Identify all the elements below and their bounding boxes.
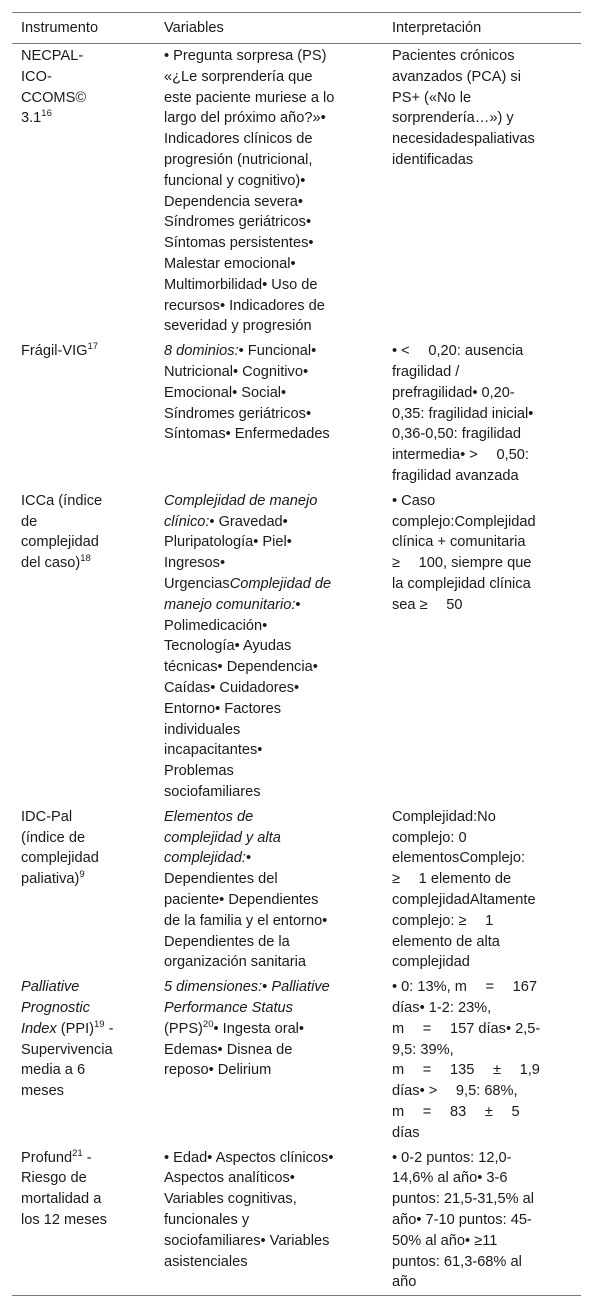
table-row	[12, 489, 581, 805]
cell-variables	[164, 46, 369, 337]
text-line: Variables cognitivas,	[164, 1191, 297, 1208]
text-line: Dependencia severa•	[164, 193, 303, 210]
text-line: Dependientes del	[164, 871, 278, 888]
text-line	[164, 807, 369, 828]
text-line: organización sanitaria	[164, 954, 306, 971]
text-line: necesidadespaliativas	[392, 131, 535, 148]
text-line: 9,5: 39%,	[392, 1041, 454, 1058]
text-line: largo del próximo año?»•	[164, 110, 326, 127]
text-line: CCOMS©	[21, 89, 87, 106]
text-line: paciente• Dependientes	[164, 891, 319, 908]
reference-superscript: 21	[72, 1147, 83, 1159]
text-line: complejo: ≥ 1	[392, 912, 494, 929]
text-line	[21, 977, 146, 998]
text-line: de	[21, 513, 38, 530]
italic-text: Elementos de	[164, 808, 254, 825]
table-body	[12, 44, 581, 1295]
text-line	[164, 491, 369, 512]
text-line: Dependientes de la	[164, 933, 290, 950]
text-line	[164, 998, 369, 1019]
text-line: año	[392, 1274, 417, 1291]
text-line: clínico:• Gravedad•	[164, 513, 288, 530]
text-line: complejidad:•	[164, 850, 252, 867]
text-line: clínica + comunitaria	[392, 534, 526, 551]
italic-text: Index	[21, 1020, 57, 1037]
text-line: Aspectos analíticos•	[164, 1170, 295, 1187]
text-line: m = 83 ± 5	[392, 1103, 520, 1120]
text-line: ICCa (índice	[21, 492, 103, 509]
reference-superscript: 9	[79, 869, 85, 881]
text-line: Pluripatología• Piel•	[164, 534, 292, 551]
text-line: elementosComplejo:	[392, 850, 526, 867]
table-header	[12, 13, 581, 44]
text-line: días	[392, 1124, 420, 1141]
text-line: $3.1^{16}$	[21, 108, 52, 127]
cell-instrumento	[21, 807, 146, 890]
text-line: ≥ 1 elemento de	[392, 871, 512, 888]
text-line: NECPAL-	[21, 48, 84, 64]
text-line: 0,35: fragilidad inicial•	[392, 405, 534, 422]
text-line: • 0: 13%, m = 167	[392, 979, 538, 996]
text-line: 50% al año• ≥11	[392, 1232, 498, 1249]
text-line: UrgenciasComplejidad de	[164, 575, 332, 592]
text-line: avanzados (PCA) si	[392, 68, 521, 85]
text-line: la complejidad clínica	[392, 575, 531, 592]
text-line: mortalidad a	[21, 1191, 102, 1208]
text-line: fragilidad /	[392, 363, 460, 380]
text-line: los 12 meses	[21, 1211, 107, 1228]
text-line: ICO-	[21, 68, 52, 85]
header-variables: Variables	[164, 20, 224, 36]
text-line: • Edad• Aspectos clínicos•	[164, 1149, 334, 1166]
italic-text: Complejidad de manejo	[164, 492, 318, 509]
italic-text: Palliative	[21, 979, 80, 996]
text-line: este paciente muriese a lo	[164, 89, 335, 106]
text-line: • < 0,20: ausencia	[392, 343, 524, 360]
reference-superscript: 20	[202, 1018, 214, 1030]
text-line: complejidad	[21, 850, 99, 867]
text-line: Indicadores clínicos de	[164, 131, 313, 148]
reference-superscript: 18	[80, 553, 91, 565]
text-line: severidad y progresión	[164, 318, 312, 335]
text-line: elemento de alta	[392, 933, 500, 950]
italic-text: 8 dominios:	[164, 343, 239, 360]
text-line: Tecnología• Ayudas	[164, 638, 292, 655]
text-line: Edemas• Disnea de	[164, 1041, 293, 1058]
text-line: Síntomas• Enfermedades	[164, 426, 330, 443]
cell-instrumento	[21, 977, 146, 1102]
text-line: incapacitantes•	[164, 742, 263, 759]
text-line: identificadas	[392, 151, 474, 168]
italic-text: Performance Status	[164, 999, 293, 1016]
text-line: Polimedicación•	[164, 617, 268, 634]
cell-instrumento	[21, 491, 146, 574]
table-row	[12, 44, 581, 339]
text-line: sociofamiliares	[164, 783, 261, 800]
text-line: complejo: 0	[392, 829, 467, 846]
italic-text: Complejidad de	[229, 575, 332, 592]
text-line: asistenciales	[164, 1253, 248, 1270]
text-line: Ingresos•	[164, 555, 226, 572]
text-line: días• 1-2: 23%,	[392, 999, 492, 1016]
text-line: paliativa)$^9$	[21, 869, 85, 888]
text-line: 14,6% al año• 3-6	[392, 1170, 508, 1187]
cell-variables	[164, 491, 369, 803]
cell-interpretacion	[392, 46, 572, 171]
text-line: técnicas• Dependencia•	[164, 659, 318, 676]
text-line: reposo• Delirium	[164, 1062, 272, 1079]
text-line: • Caso	[392, 492, 436, 509]
text-line: complejidad	[392, 954, 470, 971]
text-line: Complejidad:No	[392, 808, 496, 825]
cell-instrumento	[21, 341, 146, 362]
cell-interpretacion	[392, 491, 572, 616]
cell-variables	[164, 807, 369, 973]
cell-variables	[164, 1148, 369, 1273]
text-line: m = 157 días• 2,5-	[392, 1020, 541, 1037]
text-line: Riesgo de	[21, 1170, 87, 1187]
instruments-table	[12, 12, 581, 1296]
text-line: año• 7-10 puntos: 45-	[392, 1211, 532, 1228]
text-line: 5 dimensiones:• Palliative	[164, 979, 330, 996]
text-line: complejidadAltamente	[392, 891, 536, 908]
cell-variables	[164, 341, 369, 445]
text-line: prefragilidad• 0,20-	[392, 384, 515, 401]
text-line: puntos: 61,3-68% al	[392, 1253, 522, 1270]
reference-superscript: 19	[94, 1018, 105, 1030]
cell-instrumento	[21, 1148, 146, 1231]
italic-text: complejidad:	[164, 850, 246, 867]
cell-interpretacion	[392, 341, 572, 487]
text-line	[21, 998, 146, 1019]
cell-interpretacion	[392, 807, 572, 973]
text-line: Emocional• Social•	[164, 384, 287, 401]
text-line: Entorno• Factores	[164, 700, 282, 717]
text-line: Síndromes geriátricos•	[164, 405, 312, 422]
text-line: progresión (nutricional,	[164, 151, 313, 168]
text-line: meses	[21, 1083, 64, 1100]
italic-text: Palliative	[271, 979, 330, 996]
text-line: del caso)$^{18}$	[21, 553, 91, 572]
text-line: Pacientes crónicos	[392, 48, 515, 64]
text-line: individuales	[164, 721, 241, 738]
text-line: • Pregunta sorpresa (PS)	[164, 48, 327, 64]
cell-interpretacion	[392, 1148, 572, 1294]
text-line: funcionales y	[164, 1211, 250, 1228]
text-line: intermedia• > 0,50:	[392, 447, 529, 464]
text-line: recursos• Indicadores de	[164, 297, 325, 314]
text-line: 0,36-0,50: fragilidad	[392, 426, 521, 443]
text-line: (PPS)$^{20}$• Ingesta oral•	[164, 1018, 305, 1037]
table-row	[12, 1146, 581, 1296]
table-row	[12, 805, 581, 975]
text-line: Supervivencia	[21, 1041, 113, 1058]
text-line: Nutricional• Cognitivo•	[164, 363, 309, 380]
text-line: Malestar emocional•	[164, 255, 296, 272]
header-instrumento: Instrumento	[21, 20, 99, 36]
text-line: Profund$^{21}$ -	[21, 1147, 92, 1166]
text-line: Problemas	[164, 763, 234, 780]
reference-superscript: 16	[41, 108, 52, 120]
text-line: media a 6	[21, 1062, 86, 1079]
text-line: sorprendería…») y	[392, 110, 514, 127]
text-line: «¿Le sorprendería que	[164, 68, 313, 85]
text-line: PS+ («No le	[392, 89, 472, 106]
italic-text: manejo comunitario:	[164, 596, 296, 613]
text-line: Síndromes geriátricos•	[164, 214, 312, 231]
header-interpretacion: Interpretación	[392, 20, 482, 36]
text-line: Caídas• Cuidadores•	[164, 679, 300, 696]
text-line: sea ≥ 50	[392, 596, 463, 613]
reference-superscript: 17	[87, 341, 99, 353]
text-line: IDC-Pal	[21, 808, 73, 825]
text-line: Multimorbilidad• Uso de	[164, 276, 318, 293]
table-row	[12, 339, 581, 489]
text-line: • 0-2 puntos: 12,0-	[392, 1149, 512, 1166]
cell-variables	[164, 977, 369, 1081]
text-line	[164, 828, 369, 849]
italic-text: Prognostic	[21, 999, 90, 1016]
text-line: (índice de	[21, 829, 86, 846]
text-line: días• > 9,5: 68%,	[392, 1083, 518, 1100]
text-line: complejo:Complejidad	[392, 513, 536, 530]
text-line: Frágil-VIG$^{17}$	[21, 341, 99, 360]
text-line: complejidad	[21, 534, 99, 551]
text-line: fragilidad avanzada	[392, 467, 519, 484]
text-line: m = 135 ± 1,9	[392, 1062, 540, 1079]
text-line: puntos: 21,5-31,5% al	[392, 1191, 534, 1208]
text-line: ≥ 100, siempre que	[392, 555, 532, 572]
text-line: manejo comunitario:•	[164, 596, 301, 613]
cell-instrumento	[21, 46, 146, 129]
text-line: sociofamiliares• Variables	[164, 1232, 330, 1249]
text-line: funcional y cognitivo)•	[164, 172, 306, 189]
cell-interpretacion	[392, 977, 572, 1143]
text-line: Index (PPI)$^{19}$ -	[21, 1018, 114, 1037]
italic-text: 5 dimensiones:	[164, 979, 263, 996]
italic-text: complejidad y alta	[164, 829, 281, 846]
italic-text: clínico:	[164, 513, 210, 530]
text-line: de la familia y el entorno•	[164, 912, 328, 929]
text-line: 8 dominios:• Funcional•	[164, 343, 317, 360]
table-row	[12, 975, 581, 1145]
text-line: Síntomas persistentes•	[164, 235, 314, 252]
